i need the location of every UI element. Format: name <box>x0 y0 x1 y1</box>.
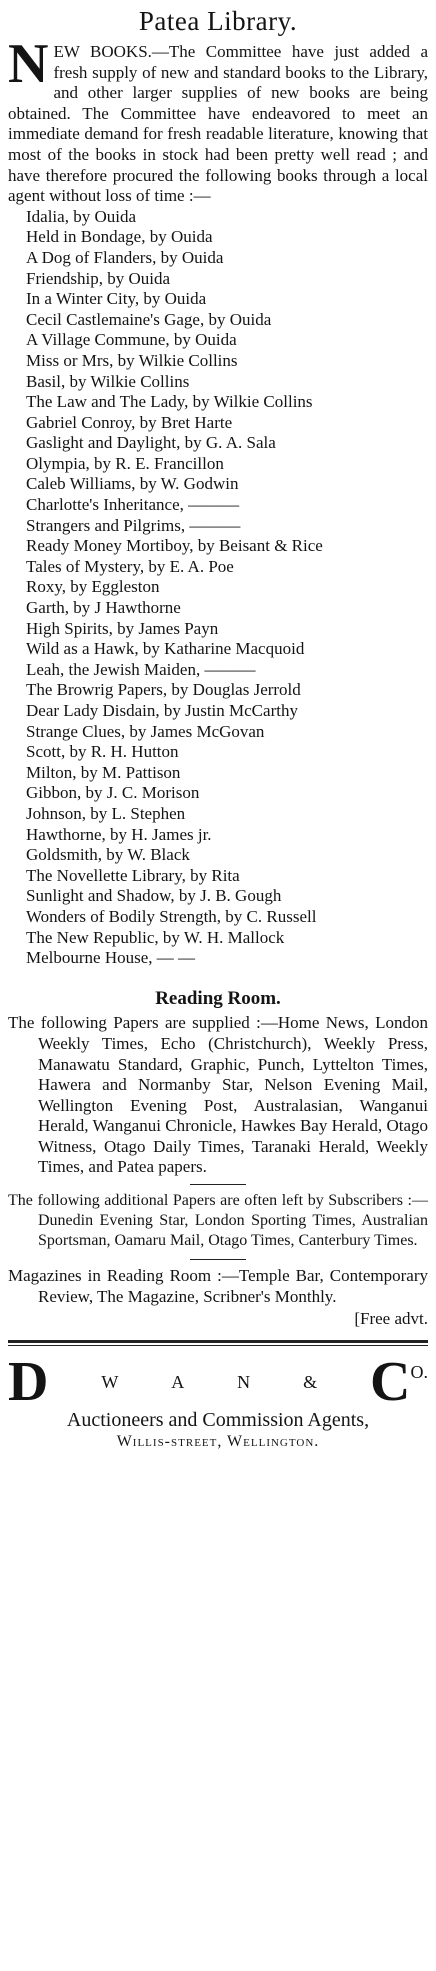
book-list-item: Caleb Williams, by W. Godwin <box>26 474 239 494</box>
letter-c: C <box>370 1350 411 1413</box>
free-advt-note: [Free advt. <box>354 1309 428 1329</box>
advertiser-name <box>8 1350 428 1413</box>
book-list-item: Roxy, by Eggleston <box>26 577 160 597</box>
book-list-item: Sunlight and Shadow, by J. B. Gough <box>26 886 282 906</box>
book-list-item: Olympia, by R. E. Francillon <box>26 453 224 473</box>
book-list-item: Strange Clues, by James McGovan <box>26 721 265 741</box>
book-list-item: Gibbon, by J. C. Morison <box>26 783 200 803</box>
papers-paragraph: The following Papers are supplied :—Home News, London Weekly Times, Echo (Christchurch), Weekly Press, Manawatu Standard, Graphic, Punch, Lyttelton Times, Hawera and Normanby Star, Nelson Evening Mail, Wellington Evening Post, Australasian, Wanganui Herald, Wanganui Chronicle, Hawkes Bay Herald, Otago Witness, Otago Daily Times, Taranaki Herald, Weekly Times, and Patea papers. <box>8 1013 428 1177</box>
spaced-letter: N <box>237 1371 251 1392</box>
letter-c-group <box>370 1350 428 1413</box>
book-list-item: Hawthorne, by H. James jr. <box>26 824 212 844</box>
book-list-item: Ready Money Mortiboy, by Beisant & Rice <box>26 536 323 556</box>
book-list-item: Melbourne House, — — <box>26 948 196 968</box>
book-list-item: High Spirits, by James Payn <box>26 618 219 638</box>
book-list-item: Goldsmith, by W. Black <box>26 845 190 865</box>
book-list-item: Strangers and Pilgrims, ——— <box>26 515 241 535</box>
book-list-item: Scott, by R. H. Hutton <box>26 742 179 762</box>
book-list <box>8 207 428 969</box>
book-list-item: Wonders of Bodily Strength, by C. Russell <box>26 906 317 926</box>
book-list-item: In a Winter City, by Ouida <box>26 289 207 309</box>
intro-text: EW BOOKS.—The Committee have just added a fresh supply of new and standard books to the Library, and other larger supplies of new books are being obtained. The Committee have endeavored to meet an immediate demand for fresh readable literature, knowing that most of the books in stock had been pretty well read ; and have therefore procured the following books through a local agent without loss of time :— <box>8 42 428 206</box>
book-list-item: Charlotte's Inheritance, ——— <box>26 495 240 515</box>
additional-papers-paragraph: The following additional Papers are often left by Subscribers :—Dunedin Evening Star, London Sporting Times, Australian Sportsman, Oamaru Mail, Otago Times, Canterbury Times. <box>8 1192 428 1250</box>
book-list-item: Cecil Castlemaine's Gage, by Ouida <box>26 309 272 329</box>
book-list-item: Gaslight and Daylight, by G. A. Sala <box>26 433 276 453</box>
book-list-item: The New Republic, by W. H. Mallock <box>26 927 285 947</box>
book-list-item: Leah, the Jewish Maiden, ——— <box>26 659 256 679</box>
book-list-item: The Law and The Lady, by Wilkie Collins <box>26 392 313 412</box>
book-list-item: Tales of Mystery, by E. A. Poe <box>26 556 234 576</box>
letter-o: O. <box>410 1361 428 1382</box>
address-line: Willis-street, Wellington. <box>116 1433 320 1451</box>
divider <box>190 1259 246 1260</box>
agents-line: Auctioneers and Commission Agents, <box>66 1408 370 1431</box>
book-list-item: Gabriel Conroy, by Bret Harte <box>26 412 233 432</box>
book-list-item: Wild as a Hawk, by Katharine Macquoid <box>26 639 305 659</box>
spaced-letter: W <box>101 1371 119 1392</box>
book-list-item: Idalia, by Ouida <box>26 206 136 226</box>
letter-d: D <box>8 1350 49 1413</box>
drop-cap: N <box>8 33 49 95</box>
book-list-item: Garth, by J Hawthorne <box>26 598 181 618</box>
divider <box>190 1184 246 1185</box>
magazines-paragraph: Magazines in Reading Room :—Temple Bar, Contemporary Review, The Magazine, Scribner's Monthly. <box>8 1266 428 1306</box>
book-list-item: Held in Bondage, by Ouida <box>26 227 213 247</box>
book-list-item: Johnson, by L. Stephen <box>26 803 186 823</box>
book-list-item: A Village Commune, by Ouida <box>26 330 237 350</box>
book-list-item: A Dog of Flanders, by Ouida <box>26 247 224 267</box>
book-list-item: Milton, by M. Pattison <box>26 762 181 782</box>
book-list-item: Friendship, by Ouida <box>26 268 171 288</box>
intro-paragraph <box>8 33 428 207</box>
reading-room-heading: Reading Room. <box>155 987 281 1009</box>
book-list-item: Basil, by Wilkie Collins <box>26 371 190 391</box>
spaced-letter: & <box>303 1371 318 1392</box>
double-divider <box>8 1340 428 1346</box>
book-list-item: Miss or Mrs, by Wilkie Collins <box>26 350 238 370</box>
spaced-letter: A <box>171 1371 185 1392</box>
book-list-item: The Novellette Library, by Rita <box>26 865 240 885</box>
page-title: Patea Library. <box>138 6 298 36</box>
book-list-item: Dear Lady Disdain, by Justin McCarthy <box>26 701 298 720</box>
book-list-item: The Browrig Papers, by Douglas Jerrold <box>26 680 301 700</box>
